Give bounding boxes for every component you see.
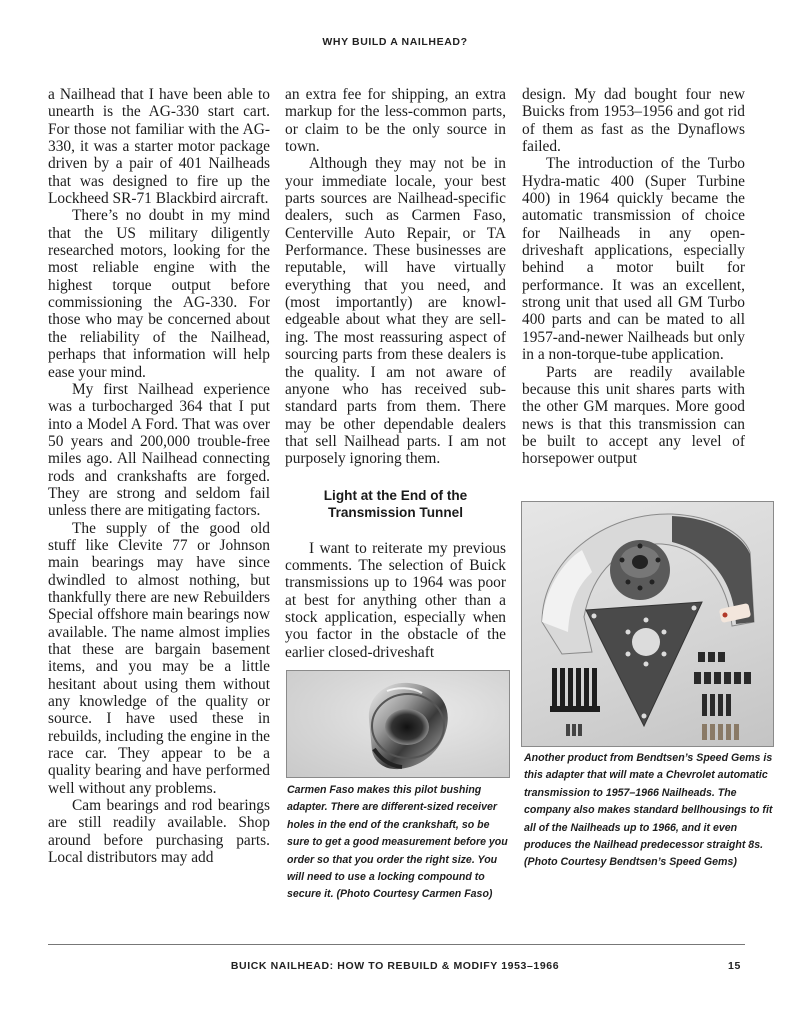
paragraph: design. My dad bought four new Buicks from 1953–1956 and got rid of them as fast as the Dynaflows failed.	[522, 86, 745, 156]
paragraph: There’s no doubt in my mind that the US military diligently researched motors, looking for the most reliable engine with the highest torque output before commissioning the AG-330. For those who may be concerned about the reliability of the Nailhead, perhaps that information will help ease your mind.	[48, 207, 270, 381]
column-1	[48, 86, 270, 866]
adapter-kit-caption: Another product from Bendtsen’s Speed Gems is this adapter that will mate a Chevrolet automatic transmission to 1957–1966 Nailheads. The company also makes standard bellhousings to fit all of the Nailheads up to 1966, and it even produces the Nailhead predecessor straight 8s. (Photo Courtesy Bendtsen’s Speed Gems)	[524, 752, 773, 869]
column-2	[285, 86, 506, 661]
paragraph: a Nailhead that I have been able to unearth is the AG-330 start cart. For those not familiar with the AG-330, it was a starter motor package driven by a pair of 401 Nailheads that was designed to fire up the Lockheed SR-71 Blackbird aircraft.	[48, 86, 270, 208]
paragraph: My first Nailhead experience was a turbocharged 364 that I put into a Model A Ford. That was over 50 years and 200,000 trouble-free miles ago. All Nailhead connecting rods and crankshafts are forged. They are strong and seldom fail unless there are mitigating factors.	[48, 380, 270, 520]
column-3	[522, 86, 745, 468]
adapter-kit-image	[522, 502, 773, 746]
paragraph: I want to reiterate my previous comments. The selection of Buick transmissions up to 1964 was poor at best for anything other than a stock application, especially when you factor in the obstacle of the earlier closed-driveshaft	[285, 539, 506, 661]
paragraph: The introduction of the Turbo Hydra-matic 400 (Super Turbine 400) in 1964 quickly became the automatic transmission of choice for Nailheads in any open-driveshaft applications, especially behind a motor built for performance. It was an excellent, strong unit that used all GM Turbo 400 parts and can be mated to all 1957-and-newer Nailheads but only in a non-torque-tube application.	[522, 155, 745, 364]
book-title: BUICK NAILHEAD: HOW TO REBUILD & MODIFY 1953–1966	[230, 960, 560, 972]
section-heading-line-2: Transmission Tunnel	[328, 504, 463, 520]
section-heading-line-1: Light at the End of the	[323, 487, 468, 503]
paragraph: Although they may not be in your immediate locale, your best parts sources are Nailhead-specific dealers, such as Carmen Faso, Centerville Auto Repair, or TA Performance. These businesses are reputable, will have virtually everything that you need, and (most importantly) are knowledgeable about what they are selling. The most reassuring aspect of sourcing parts from these dealers is the quality. I am not aware of anyone who has received substandard parts from them. There may be other dependable dealers that sell Nailhead parts. I am not purposely ignoring them.	[285, 155, 506, 468]
paragraph: an extra fee for shipping, an extra markup for the less-common parts, or claim to be the only source in town.	[285, 86, 506, 156]
paragraph: The supply of the good old stuff like Clevite 77 or Johnson main bearings may have since dwindled to almost nothing, but thankfully there are new Rebuilders Special offshore main bearings now available. The name almost implies that these are bargain basement items, and you may be a little hesitant about using them without any knowledge of the quality or source. I have used these in rebuilds, including the engine in the race car. They appear to be a quality bearing and have performed well without any problems.	[48, 519, 270, 797]
pilot-bushing-caption: Carmen Faso makes this pilot bushing adapter. There are different-sized receiver holes in the end of the crankshaft, so be sure to get a good measurement before you order so that you order the right size. You will need to use a locking compound to secure it. (Photo Courtesy Carmen Faso)	[287, 784, 508, 901]
pilot-bushing-image	[287, 671, 509, 777]
adapter-kit-photo	[521, 501, 774, 747]
running-head: WHY BUILD A NAILHEAD?	[322, 36, 468, 48]
paragraph: Parts are readily available because this unit shares parts with the other GM marques. More good news is that this transmission can be built to accept any level of horsepower output	[522, 363, 745, 468]
footer-divider	[48, 944, 745, 945]
page-number: 15	[728, 960, 741, 972]
section-heading	[285, 487, 506, 521]
pilot-bushing-photo	[286, 670, 510, 778]
paragraph: Cam bearings and rod bearings are still readily available. Shop around before purchasing parts. Local distributors may add	[48, 797, 270, 867]
